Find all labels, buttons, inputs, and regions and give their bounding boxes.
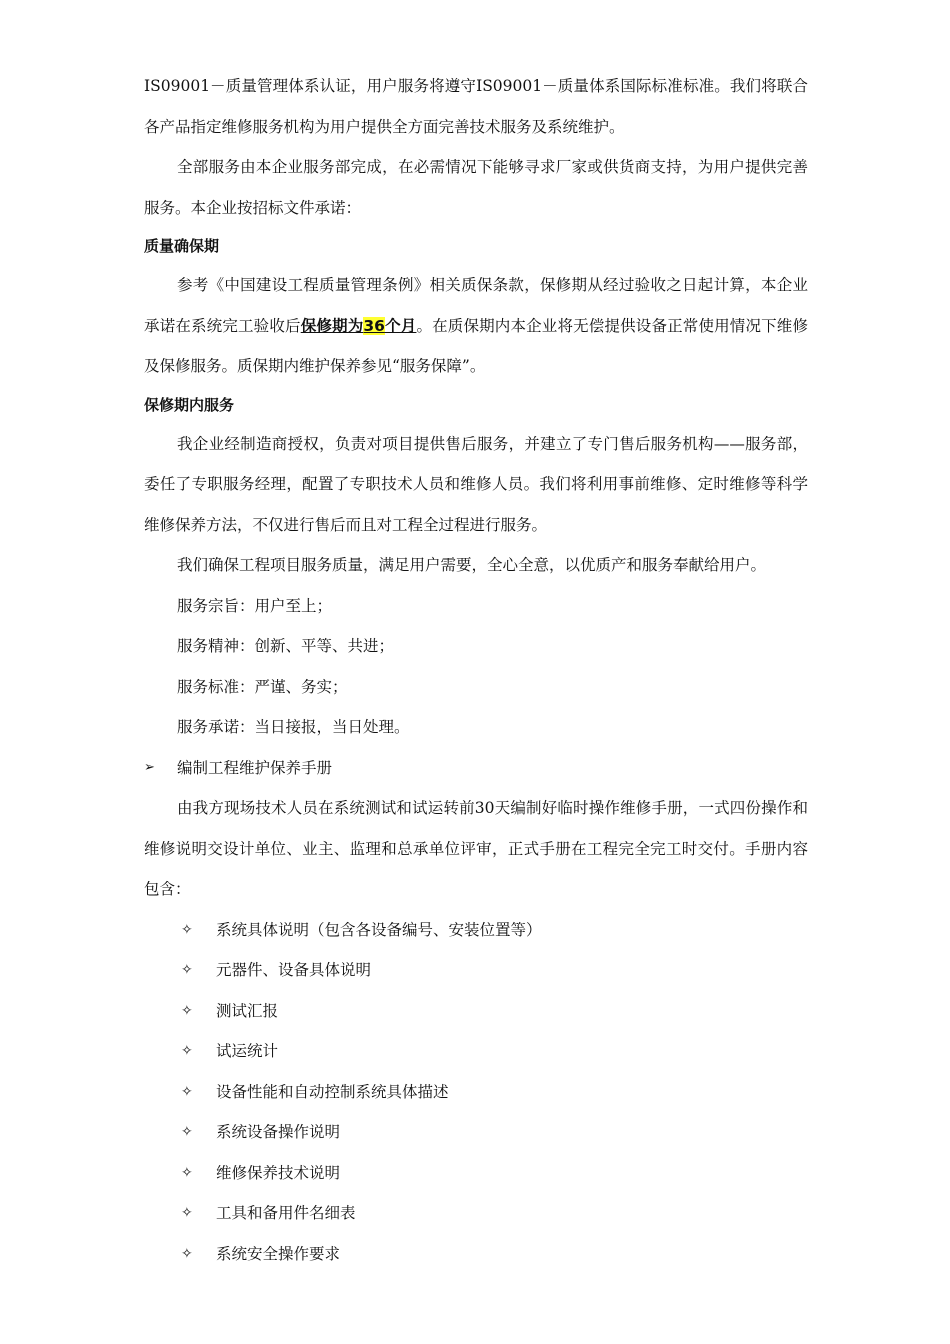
paragraph-authorization: 我企业经制造商授权，负责对项目提供售后服务，并建立了专门售后服务机构——服务部，委任了专职服务经理，配置了专职技术人员和维修人员。我们将利用事前维修、定时维修等科学维修保养方法，不仅进行售后而且对工程全过程进行服务。 xyxy=(144,434,808,534)
heading-warranty-period: 质量确保期 xyxy=(144,237,220,255)
list-item-label: 系统安全操作要求 xyxy=(216,1244,341,1263)
diamond-bullet-icon: ✧ xyxy=(181,1083,193,1100)
paragraph-warranty xyxy=(144,265,808,387)
document-body xyxy=(144,66,808,1274)
diamond-bullet-icon: ✧ xyxy=(181,1124,193,1140)
manual-contents-list xyxy=(144,910,808,1275)
diamond-bullet-icon: ✧ xyxy=(181,1043,193,1059)
service-purpose: 服务宗旨：用户至上； xyxy=(177,596,333,615)
warranty-term xyxy=(301,317,417,335)
list-item xyxy=(144,910,808,951)
arrow-item-label: 编制工程维护保养手册 xyxy=(177,758,333,777)
heading-warranty-service: 保修期内服务 xyxy=(144,395,235,414)
list-item-label: 试运统计 xyxy=(216,1042,279,1060)
list-item-label: 系统设备操作说明 xyxy=(216,1123,341,1141)
diamond-bullet-icon: ✧ xyxy=(181,1245,193,1262)
paragraph-manual: 由我方现场技术人员在系统测试和试运转前30天编制好临时操作维修手册，一式四份操作和维修说明交设计单位、业主、监理和总承单位评审，正式手册在工程完全完工时交付。手册内容包含： xyxy=(144,799,808,898)
service-standard: 服务标准：严谨、务实； xyxy=(177,677,348,696)
warranty-term-unit: 个月 xyxy=(384,316,417,335)
diamond-bullet-icon: ✧ xyxy=(181,1205,193,1221)
list-item xyxy=(144,1072,808,1113)
list-item-label: 维修保养技术说明 xyxy=(216,1163,341,1182)
service-promise: 服务承诺：当日接报，当日处理。 xyxy=(177,718,410,736)
arrow-bullet-icon: ➢ xyxy=(144,759,155,775)
list-item xyxy=(144,1031,808,1072)
diamond-bullet-icon: ✧ xyxy=(181,962,193,978)
list-item xyxy=(144,1193,808,1234)
list-item-label: 系统具体说明（包含各设备编号、安装位置等） xyxy=(216,920,542,939)
diamond-bullet-icon: ✧ xyxy=(181,1002,193,1019)
paragraph-service-dept: 全部服务由本企业服务部完成，在必需情况下能够寻求厂家或供货商支持，为用户提供完善服务。本企业按招标文件承诺： xyxy=(144,158,808,217)
list-item-label: 设备性能和自动控制系统具体描述 xyxy=(216,1082,449,1101)
list-item-label: 元器件、设备具体说明 xyxy=(216,961,372,979)
diamond-bullet-icon: ✧ xyxy=(181,1164,193,1181)
list-item xyxy=(144,1234,808,1275)
list-item xyxy=(144,950,808,991)
list-item xyxy=(144,991,808,1032)
list-item-label: 测试汇报 xyxy=(216,1001,279,1020)
warranty-text-pre: 参考《中国建设工程质量管理条例》相关质保条款，保修期从经过验收之日起计算，本企业承诺在系统完工验收后 xyxy=(144,276,808,335)
paragraph-iso: IS09001－质量管理体系认证，用户服务将遵守IS09001－质量体系国际标准标准。我们将联合各产品指定维修服务机构为用户提供全方面完善技术服务及系统维护。 xyxy=(144,77,808,136)
warranty-text-post: 。在质保期内本企业将无偿提供设备正常使用情况下维修及保修服务。质保期内维护保养参见“服务保障”。 xyxy=(144,316,808,375)
paragraph-quality: 我们确保工程项目服务质量，满足用户需要，全心全意，以优质产和服务奉献给用户。 xyxy=(177,556,767,574)
list-item xyxy=(144,1112,808,1153)
warranty-months-number: 36 xyxy=(363,316,385,335)
arrow-list-item-manual xyxy=(144,748,808,789)
warranty-term-label: 保修期为 xyxy=(300,316,364,335)
list-item-label: 工具和备用件名细表 xyxy=(216,1204,356,1222)
diamond-bullet-icon: ✧ xyxy=(181,921,193,938)
list-item xyxy=(144,1153,808,1194)
service-spirit: 服务精神：创新、平等、共进； xyxy=(177,637,395,655)
